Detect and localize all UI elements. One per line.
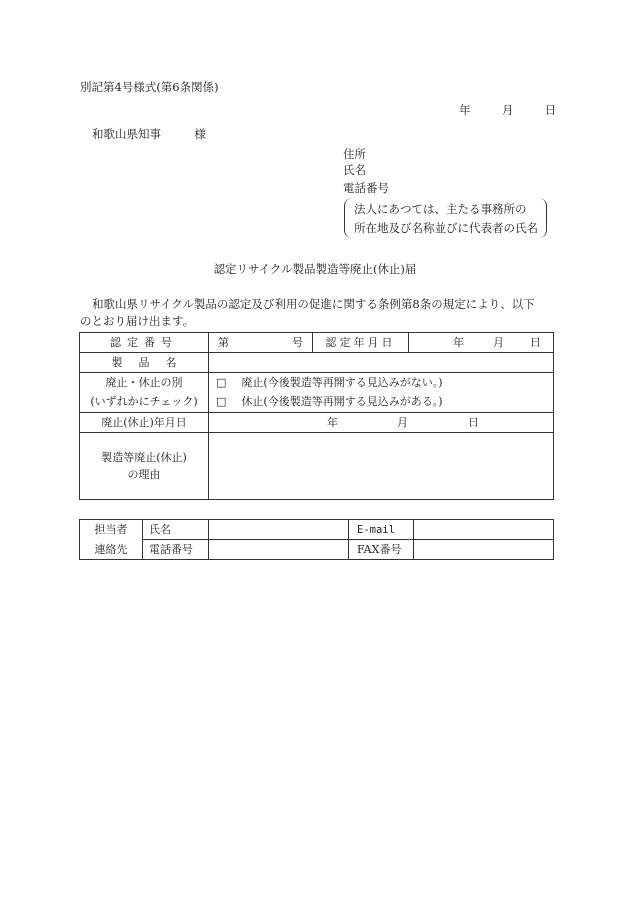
- product-name-label: 製品名: [111, 355, 193, 369]
- contact-phone-label-cell: [143, 540, 209, 560]
- abolish-date-year: 年: [327, 416, 338, 429]
- product-name-input[interactable]: [209, 353, 554, 373]
- status-label-line1: 廃止・休止の別: [105, 376, 183, 389]
- reason-label-line1: 製造等廃止(休止): [101, 450, 187, 464]
- contact-label-line2: 連絡先: [94, 542, 128, 556]
- option-suspend[interactable]: [216, 395, 553, 409]
- abolish-date-day: 日: [468, 416, 479, 429]
- cert-no-input[interactable]: [209, 333, 313, 353]
- option-abolish[interactable]: [216, 376, 553, 390]
- corporate-note-line2: 所在地及び名称並びに代表者の氏名: [354, 221, 538, 235]
- cert-no-prefix: 第: [218, 336, 229, 349]
- status-label-cell: [80, 373, 209, 413]
- date-line: [459, 103, 556, 117]
- contact-table: [79, 519, 554, 560]
- contact-phone-label: 電話番号: [149, 542, 193, 556]
- checkbox-suspend[interactable]: □: [216, 395, 227, 408]
- contact-label-line1: 担当者: [94, 522, 128, 536]
- contact-fax-label-cell: [349, 540, 414, 560]
- addressee-name: 和歌山県知事: [92, 127, 161, 141]
- cert-no-label-cell: [80, 333, 209, 353]
- cert-date-year: 年: [453, 336, 464, 349]
- contact-email-label-cell: [349, 520, 414, 540]
- date-month-label: 月: [501, 103, 514, 117]
- option-suspend-label: 休止(今後製造等再開する見込みがある。): [241, 395, 443, 408]
- applicant-name-label: 氏名: [343, 163, 366, 177]
- contact-row-1: [80, 520, 554, 540]
- cert-date-month: 月: [493, 336, 504, 349]
- addressee: [92, 127, 206, 141]
- date-day-label: 日: [544, 103, 557, 117]
- contact-label-cell: [80, 520, 143, 560]
- status-options-cell: [209, 373, 554, 413]
- contact-phone-input[interactable]: [209, 540, 349, 560]
- contact-name-input[interactable]: [209, 520, 349, 540]
- addressee-honorific: 様: [194, 127, 206, 141]
- contact-fax-input[interactable]: [414, 540, 554, 560]
- contact-name-label-cell: [143, 520, 209, 540]
- product-name-label-cell: [80, 353, 209, 373]
- row-cert-number: [80, 333, 554, 353]
- reason-label-cell: [80, 433, 209, 500]
- date-year-label: 年: [459, 103, 471, 117]
- applicant-phone-label: 電話番号: [343, 181, 389, 195]
- contact-name-label: 氏名: [149, 522, 171, 536]
- reason-input[interactable]: [209, 433, 554, 500]
- cert-no-suffix: 号: [292, 336, 303, 349]
- form-id: 別記第4号様式(第6条関係): [80, 80, 219, 94]
- cert-date-day: 日: [530, 336, 541, 349]
- row-reason: [80, 433, 554, 500]
- main-form-table: [79, 332, 554, 500]
- cert-date-input[interactable]: [409, 333, 554, 353]
- intro-line2: のとおり届け出ます。: [80, 314, 195, 328]
- abolish-date-input[interactable]: [209, 413, 554, 433]
- reason-label-line2: の理由: [127, 467, 161, 481]
- checkbox-abolish[interactable]: □: [216, 376, 227, 389]
- row-status: [80, 373, 554, 413]
- contact-fax-label: FAX番号: [357, 542, 402, 556]
- page-title: [0, 262, 630, 276]
- page-title-text: 認定リサイクル製品製造等廃止(休止)届: [213, 262, 417, 276]
- cert-no-label: 認定番号: [110, 335, 178, 349]
- applicant-address-label: 住所: [343, 147, 366, 161]
- corporate-note-line1: 法人にあつては、主たる事務所の: [354, 202, 527, 216]
- abolish-date-label: 廃止(休止)年月日: [101, 415, 187, 429]
- abolish-date-month: 月: [397, 416, 408, 429]
- cert-date-label: 認定年月日: [325, 335, 396, 349]
- contact-row-2: [80, 540, 554, 560]
- contact-email-input[interactable]: [414, 520, 554, 540]
- abolish-date-label-cell: [80, 413, 209, 433]
- row-product-name: [80, 353, 554, 373]
- intro-line1: 和歌山県リサイクル製品の認定及び利用の促進に関する条例第8条の規定により、以下: [92, 297, 535, 311]
- contact-email-label: E-mail: [357, 523, 395, 536]
- option-abolish-label: 廃止(今後製造等再開する見込みがない。): [241, 376, 443, 389]
- row-abolish-date: [80, 413, 554, 433]
- cert-date-label-cell: [313, 333, 409, 353]
- status-label-line2: (いずれかにチェック): [90, 395, 198, 408]
